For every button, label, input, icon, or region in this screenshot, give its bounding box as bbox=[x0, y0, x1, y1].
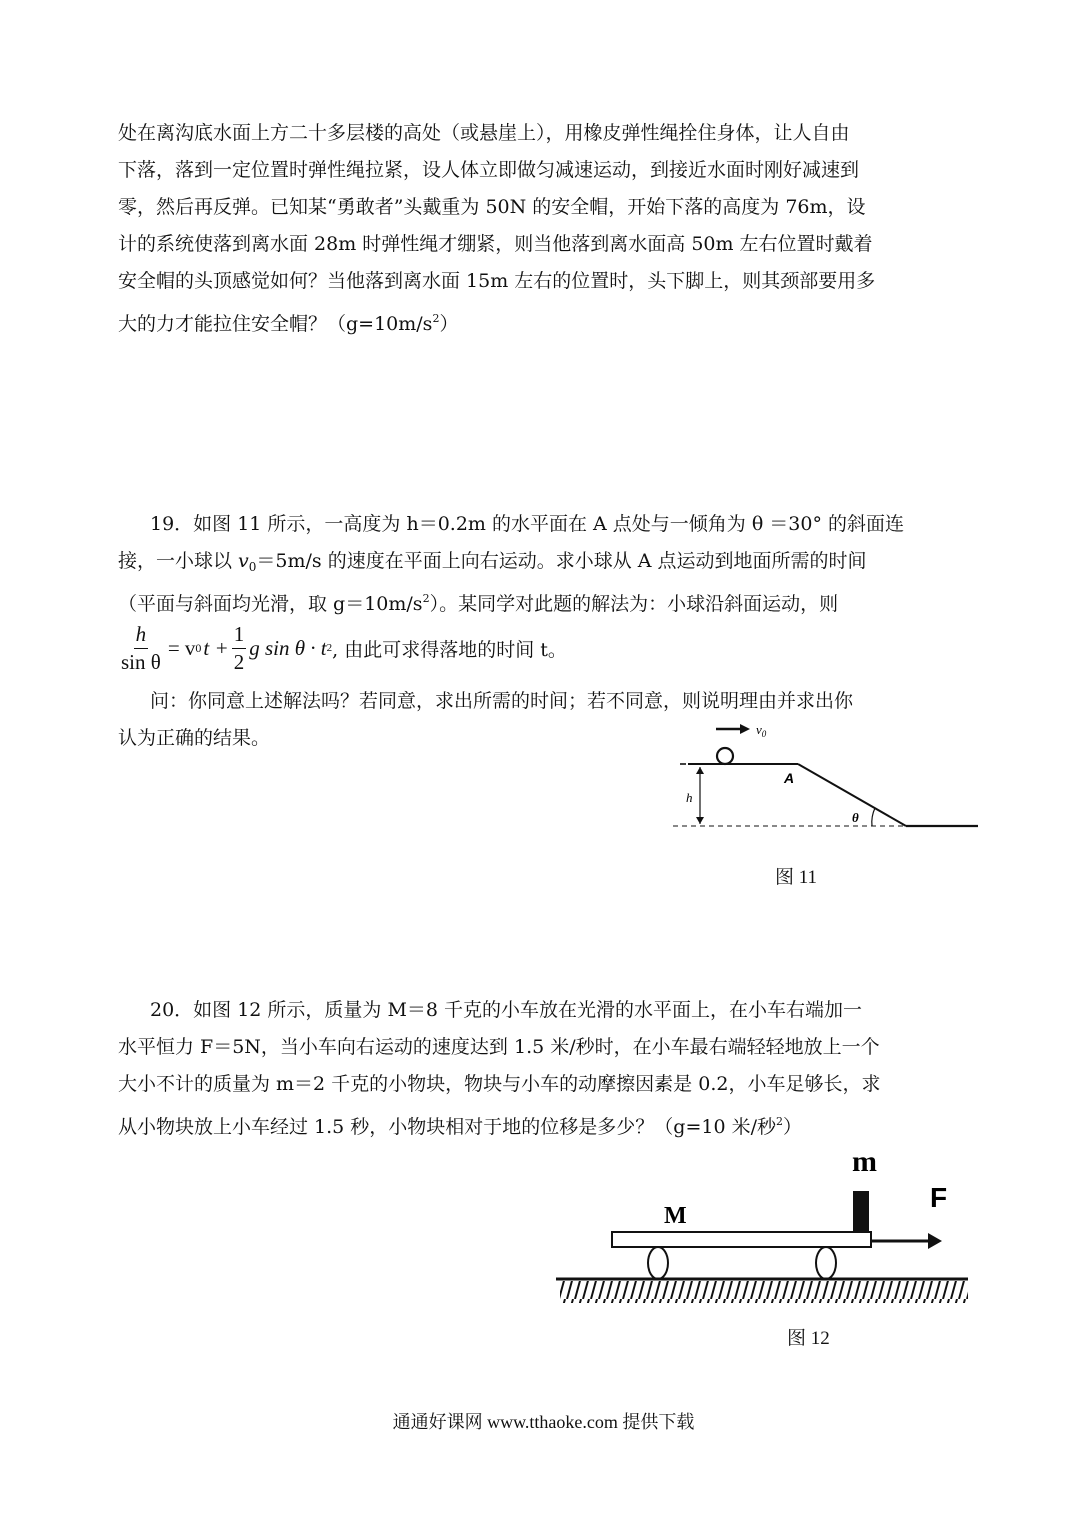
q18-exponent: 2 bbox=[432, 312, 440, 325]
q19-line-3-a: （平面与斜面均光滑，取 g＝10m/s bbox=[118, 593, 423, 615]
question-20-text bbox=[118, 992, 974, 1140]
formula-fraction-h-sin bbox=[121, 621, 161, 674]
formula-numerator-h: h bbox=[134, 624, 149, 649]
q20-line-3: 大小不计的质量为 m＝2 千克的小物块，物块与小车的动摩擦因素是 0.2，小车足够长，求 bbox=[118, 1073, 881, 1095]
q20-line-4-end: ） bbox=[783, 1116, 803, 1138]
cart-wheel-left bbox=[648, 1247, 668, 1279]
velocity-arrowhead bbox=[740, 724, 750, 734]
page-footer: 通通好课网 www.tthaoke.com 提供下载 bbox=[392, 1412, 695, 1432]
theta-label: θ bbox=[852, 810, 859, 825]
force-arrowhead bbox=[928, 1233, 942, 1249]
v0-label-v: v bbox=[756, 722, 762, 737]
formula-t-squared: 2 bbox=[326, 642, 333, 654]
q19-question-line-1: 问：你同意上述解法吗？若同意，求出所需的时间；若不同意，则说明理由并求出你 bbox=[150, 690, 854, 712]
formula-equals-v: = v bbox=[167, 635, 196, 660]
cart-wheel-right bbox=[816, 1247, 836, 1279]
q19-line-2-a: 接，一小球以 bbox=[118, 550, 239, 572]
formula-half-numerator: 1 bbox=[232, 624, 247, 649]
formula-denominator-sin: sin θ bbox=[121, 649, 161, 674]
figure-11-caption: 图 11 bbox=[775, 867, 818, 888]
q20-line-2: 水平恒力 F＝5N，当小车向右运动的速度达到 1.5 米/秒时，在小车最右端轻轻地放上一个 bbox=[118, 1036, 880, 1058]
q19-line-3-b: ）。某同学对此题的解法为：小球沿斜面运动，则 bbox=[429, 593, 839, 615]
figure-11-incline-diagram bbox=[668, 712, 988, 842]
h-label: h bbox=[686, 790, 693, 805]
q20-line-4 bbox=[118, 1103, 974, 1140]
height-arrow-up bbox=[696, 767, 704, 774]
q19-line-3-exponent: 2 bbox=[422, 592, 430, 605]
ground-hatching bbox=[560, 1281, 968, 1303]
q18-line-6 bbox=[118, 300, 974, 337]
mass-m-label: m bbox=[852, 1145, 877, 1178]
small-block bbox=[853, 1191, 869, 1232]
formula-g-sin-t: g sin θ · t bbox=[249, 635, 327, 660]
formula-t-plus: t + bbox=[203, 635, 229, 660]
q19-line-2-b: ＝5m/s 的速度在平面上向右运动。求小球从 A 点运动到地面所需的时间 bbox=[256, 550, 867, 572]
height-arrow-down bbox=[696, 817, 704, 824]
figure-12-caption: 图 12 bbox=[787, 1328, 830, 1349]
cart-platform bbox=[612, 1232, 871, 1247]
ball bbox=[717, 748, 733, 764]
q18-line-5: 安全帽的头顶感觉如何？当他落到离水面 15m 左右的位置时，头下脚上，则其颈部要用多 bbox=[118, 270, 876, 292]
force-F-label: F bbox=[930, 1182, 948, 1213]
q18-line-6-text: 大的力才能拉住安全帽？（g=10m/s bbox=[118, 313, 433, 335]
figure-12-cart-diagram bbox=[550, 1145, 975, 1315]
q19-formula-line bbox=[118, 617, 974, 679]
q19-v0-symbol: v bbox=[238, 550, 249, 572]
q19-question-line-2: 认为正确的结果。 bbox=[118, 727, 271, 749]
q18-line-6-end: ） bbox=[439, 313, 459, 335]
q18-line-3: 零，然后再反弹。已知某“勇敢者”头戴重为 50N 的安全帽，开始下落的高度为 76m，设 bbox=[118, 196, 866, 218]
q20-line-1: 20．如图 12 所示，质量为 M＝8 千克的小车放在光滑的水平面上，在小车右端加一 bbox=[150, 999, 863, 1021]
q19-formula-tail: , 由此可求得落地的时间 t。 bbox=[332, 638, 567, 661]
q18-line-1: 处在离沟底水面上方二十多层楼的高处（或悬崖上），用橡皮弹性绳拴住身体，让人自由 bbox=[118, 122, 850, 144]
mass-M-label: M bbox=[664, 1203, 687, 1229]
q19-line-2 bbox=[118, 543, 974, 580]
q18-line-4: 计的系统使落到离水面 28m 时弹性绳才绷紧，则当他落到离水面高 50m 左右位置时戴着 bbox=[118, 233, 873, 255]
q19-v0-subscript: 0 bbox=[248, 560, 257, 574]
angle-arc bbox=[872, 808, 875, 826]
q19-line-1: 19．如图 11 所示，一高度为 h＝0.2m 的水平面在 A 点处与一倾角为 θ ＝30° 的斜面连 bbox=[150, 513, 905, 535]
point-a-label: A bbox=[784, 770, 795, 786]
formula-half-denominator: 2 bbox=[233, 649, 245, 674]
question-18-text bbox=[118, 115, 974, 337]
v0-label-sub: 0 bbox=[761, 729, 767, 739]
q19-formula bbox=[118, 621, 333, 674]
q20-line-4-text: 从小物块放上小车经过 1.5 秒，小物块相对于地的位移是多少？（g=10 米/秒 bbox=[118, 1116, 776, 1138]
q19-line-3 bbox=[118, 580, 974, 617]
v0-label bbox=[756, 722, 767, 739]
formula-fraction-half bbox=[232, 621, 247, 674]
formula-v0-subscript: 0 bbox=[195, 640, 202, 655]
q18-line-2: 下落，落到一定位置时弹性绳拉紧，设人体立即做匀减速运动，到接近水面时刚好减速到 bbox=[118, 159, 860, 181]
q20-exponent: 2 bbox=[776, 1115, 783, 1128]
